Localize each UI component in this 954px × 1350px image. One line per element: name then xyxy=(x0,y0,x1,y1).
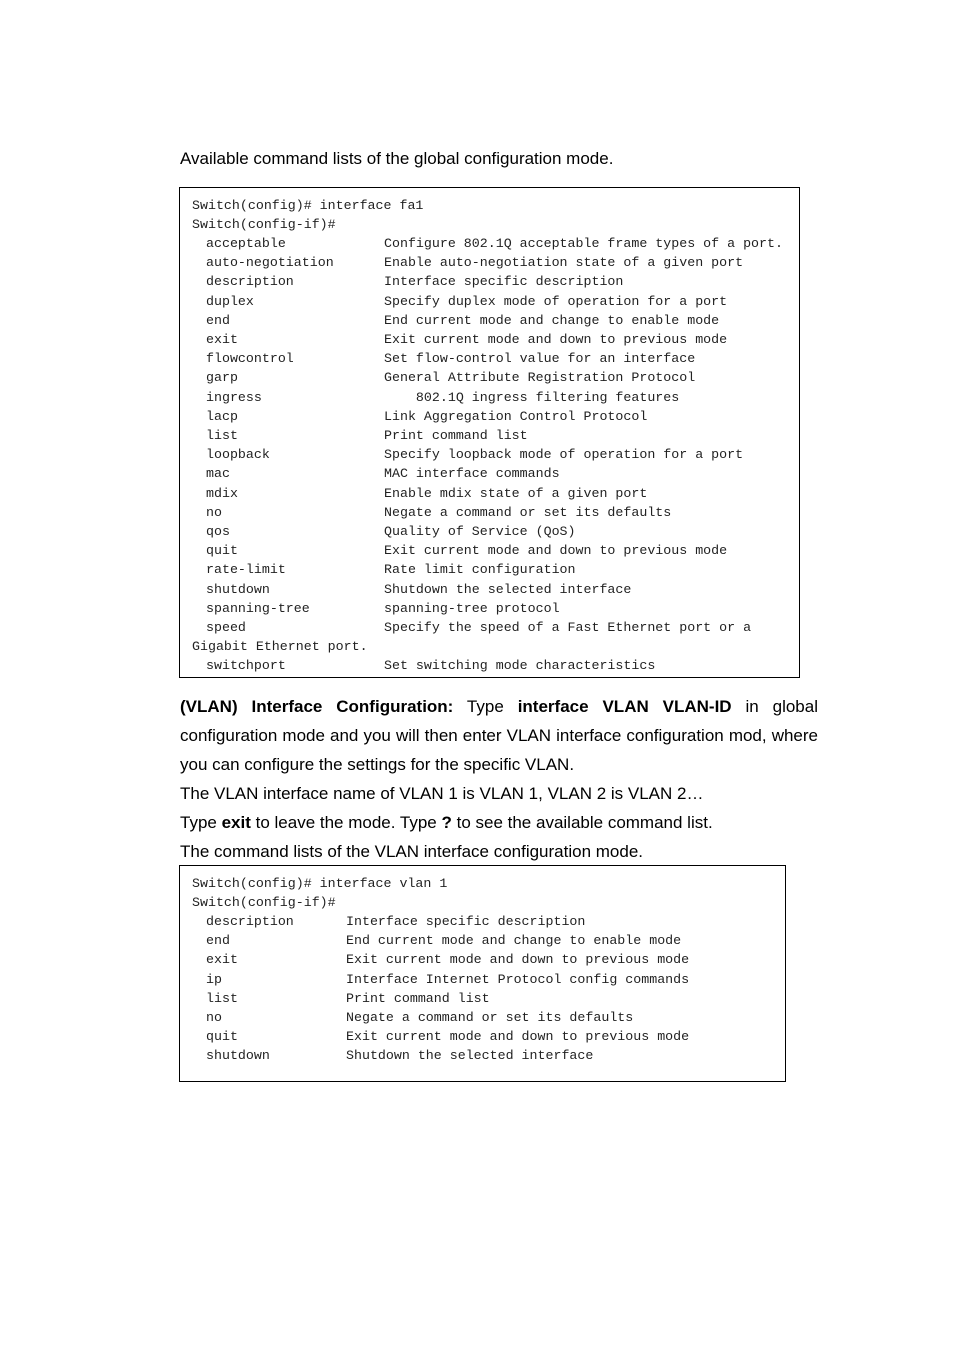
command-description: Negate a command or set its defaults xyxy=(384,504,672,520)
command-name: no xyxy=(206,504,222,520)
vlan-list-intro: The command lists of the VLAN interface configuration mode. xyxy=(180,842,644,861)
command-description: Exit current mode and down to previous mode xyxy=(384,543,728,559)
exit-instructions xyxy=(180,808,818,837)
command-description: Print command list xyxy=(384,428,528,443)
command-name: garp xyxy=(206,370,238,386)
vlan-text: in global configuration mode and you will then enter VLAN interface configuration mod, where you can configure the settings for the specific VLAN. xyxy=(180,697,818,774)
command-description: Shutdown the selected interface xyxy=(384,581,632,597)
command-description: Specify loopback mode of operation for a port xyxy=(384,447,744,463)
command-description: Specify the speed of a Fast Ethernet port or a xyxy=(384,620,752,635)
instruction-text: Type xyxy=(180,813,222,832)
command-name: mac xyxy=(206,466,230,482)
command-name: description xyxy=(206,914,294,929)
command-description: Interface specific description xyxy=(384,274,624,290)
command-name: no xyxy=(206,1010,222,1025)
command-name: shutdown xyxy=(206,1048,270,1064)
command-name: auto-negotiation xyxy=(206,255,334,271)
command-name: rate-limit xyxy=(206,562,286,578)
command-description: Link Aggregation Control Protocol xyxy=(384,408,648,424)
prompt-line: Switch(config-if)# xyxy=(192,895,336,910)
vlan-naming-text: The VLAN interface name of VLAN 1 is VLAN 1, VLAN 2 is VLAN 2… xyxy=(180,784,704,803)
vlan-heading: (VLAN) Interface Configuration: xyxy=(180,697,454,716)
command-name: duplex xyxy=(206,293,254,309)
command-description: Print command list xyxy=(346,990,490,1006)
command-name: speed xyxy=(206,620,246,635)
command-name: spanning-tree xyxy=(206,600,310,616)
command-description: Configure 802.1Q acceptable frame types of a port. xyxy=(384,236,783,251)
command-name: qos xyxy=(206,524,230,539)
intro-text: Available command lists of the global configuration mode. xyxy=(180,149,614,168)
vlan-command: interface VLAN VLAN-ID xyxy=(517,697,732,716)
vlan-text: Type xyxy=(453,697,518,716)
vlan-config-command-box xyxy=(179,865,786,1082)
prompt-line: Switch(config-if)# xyxy=(192,217,336,232)
command-name: end xyxy=(206,312,230,328)
command-description: Exit current mode and down to previous mode xyxy=(346,952,690,968)
command-name: exit xyxy=(206,332,238,347)
wrapped-line: Gigabit Ethernet port. xyxy=(192,639,368,655)
command-description: Exit current mode and down to previous mode xyxy=(346,1029,690,1045)
command-name: list xyxy=(206,990,238,1006)
prompt-line: Switch(config)# interface fa1 xyxy=(192,198,424,213)
command-description: Specify duplex mode of operation for a port xyxy=(384,293,728,309)
command-description: Negate a command or set its defaults xyxy=(346,1010,634,1025)
prompt-line: Switch(config)# interface vlan 1 xyxy=(192,876,448,891)
command-description: Enable auto-negotiation state of a given port xyxy=(384,255,744,271)
help-keyword: ? xyxy=(441,813,452,832)
command-description: Set flow-control value for an interface xyxy=(384,351,696,367)
command-description: Shutdown the selected interface xyxy=(346,1048,594,1064)
instruction-text: to leave the mode. Type xyxy=(250,813,442,832)
command-description: Interface specific description xyxy=(346,914,586,929)
vlan-description xyxy=(180,692,818,779)
command-name: list xyxy=(206,428,238,443)
command-description: Rate limit configuration xyxy=(384,562,576,578)
instruction-text: to see the available command list. xyxy=(451,813,713,832)
command-name: description xyxy=(206,274,294,290)
command-name: quit xyxy=(206,1029,238,1045)
global-config-command-box xyxy=(179,187,800,678)
command-name: ip xyxy=(206,971,222,987)
command-name: exit xyxy=(206,952,238,968)
command-description: General Attribute Registration Protocol xyxy=(384,370,696,386)
command-description: End current mode and change to enable mode xyxy=(346,933,682,949)
command-name: lacp xyxy=(206,408,238,424)
command-name: shutdown xyxy=(206,581,270,597)
command-description: Exit current mode and down to previous mode xyxy=(384,332,728,347)
exit-keyword: exit xyxy=(221,813,251,832)
command-description: End current mode and change to enable mode xyxy=(384,312,720,328)
command-description: 802.1Q ingress filtering features xyxy=(384,389,680,405)
command-description: Quality of Service (QoS) xyxy=(384,524,576,539)
command-name: loopback xyxy=(206,447,270,463)
command-name: quit xyxy=(206,543,238,559)
command-name: switchport xyxy=(206,658,286,674)
command-description: Set switching mode characteristics xyxy=(384,658,656,674)
command-description: MAC interface commands xyxy=(384,466,560,482)
command-description: spanning-tree protocol xyxy=(384,600,560,616)
command-name: flowcontrol xyxy=(206,351,294,367)
command-name: ingress xyxy=(206,389,262,405)
command-description: Enable mdix state of a given port xyxy=(384,485,648,501)
command-name: acceptable xyxy=(206,236,286,251)
command-name: end xyxy=(206,933,230,949)
command-description: Interface Internet Protocol config commands xyxy=(346,971,690,987)
command-name: mdix xyxy=(206,485,238,501)
